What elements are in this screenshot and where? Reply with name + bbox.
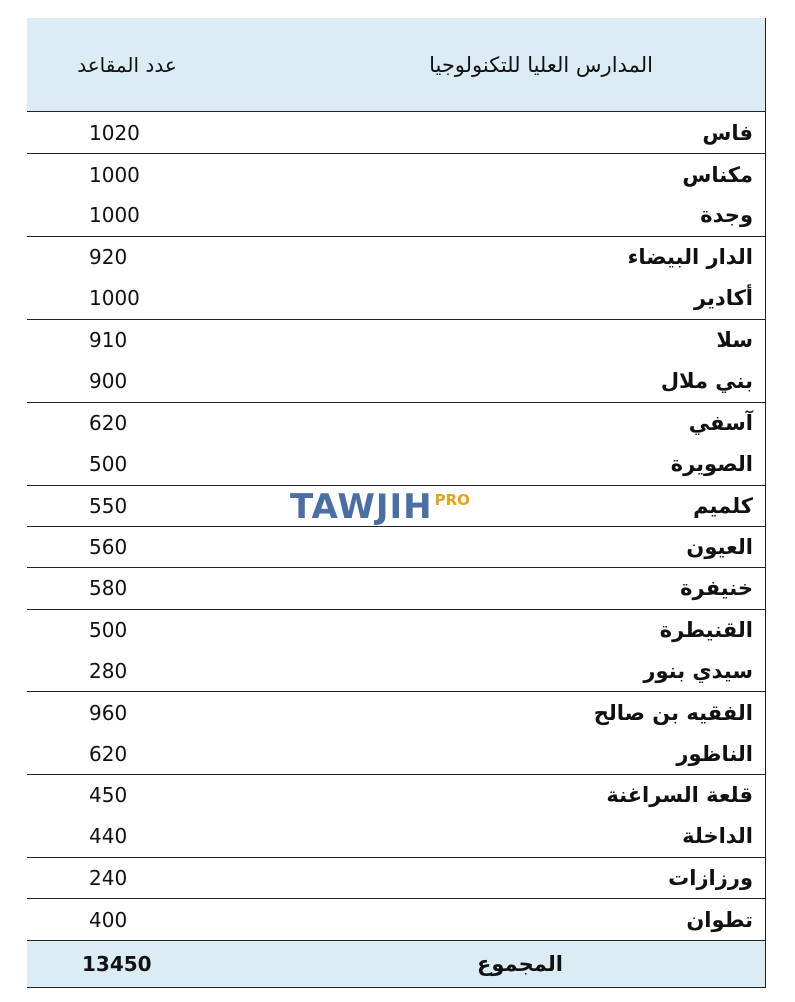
seat-count: 1020 bbox=[89, 120, 140, 145]
city-name: أكادير bbox=[693, 286, 753, 311]
city-name: قلعة السراغنة bbox=[606, 783, 753, 808]
watermark-sub-text: PRO bbox=[434, 491, 470, 509]
seat-count: 440 bbox=[89, 824, 128, 849]
table-row bbox=[27, 609, 765, 650]
city-name: مكناس bbox=[682, 162, 753, 187]
table-row bbox=[27, 443, 765, 484]
table-row bbox=[27, 733, 765, 774]
seat-count: 500 bbox=[89, 617, 128, 642]
table-row bbox=[27, 857, 765, 898]
city-name: فاس bbox=[702, 120, 753, 145]
table-row bbox=[27, 112, 765, 153]
table-row bbox=[27, 153, 765, 194]
city-name: تطوان bbox=[686, 907, 753, 932]
table-header bbox=[27, 18, 765, 112]
city-name: كلميم bbox=[693, 493, 753, 518]
table-row bbox=[27, 774, 765, 815]
total-value: 13450 bbox=[82, 951, 152, 976]
city-name: الناظور bbox=[676, 741, 753, 766]
city-name: ورزازات bbox=[668, 866, 753, 891]
seat-count: 560 bbox=[89, 535, 128, 560]
city-name: سلا bbox=[716, 328, 753, 353]
seat-count: 620 bbox=[89, 410, 128, 435]
city-name: القنيطرة bbox=[659, 617, 753, 642]
city-name: بني ملال bbox=[660, 369, 753, 394]
table-row bbox=[27, 402, 765, 443]
table-row bbox=[27, 485, 765, 526]
watermark-main-text: TAWJIH bbox=[290, 487, 433, 527]
seat-count: 900 bbox=[89, 369, 128, 394]
table-row bbox=[27, 816, 765, 857]
table-row bbox=[27, 898, 765, 939]
total-label: المجموع bbox=[477, 951, 563, 976]
table-row bbox=[27, 526, 765, 567]
header-school-label: المدارس العليا للتكنولوجيا bbox=[429, 52, 653, 77]
city-name: آسفي bbox=[688, 410, 753, 435]
table-row bbox=[27, 236, 765, 277]
city-name: الدار البيضاء bbox=[627, 245, 753, 270]
seat-count: 1000 bbox=[89, 286, 140, 311]
table-body bbox=[27, 112, 765, 940]
table-row bbox=[27, 567, 765, 608]
table-row bbox=[27, 650, 765, 691]
table-row bbox=[27, 319, 765, 360]
seat-count: 1000 bbox=[89, 203, 140, 228]
seat-count: 550 bbox=[89, 493, 128, 518]
seat-count: 910 bbox=[89, 328, 128, 353]
seats-table bbox=[27, 18, 766, 988]
seat-count: 240 bbox=[89, 866, 128, 891]
seat-count: 580 bbox=[89, 576, 128, 601]
seat-count: 620 bbox=[89, 741, 128, 766]
city-name: خنيفرة bbox=[680, 576, 753, 601]
city-name: العيون bbox=[686, 535, 753, 560]
city-name: سيدي بنور bbox=[643, 658, 753, 683]
city-name: الصويرة bbox=[670, 451, 753, 476]
city-name: الفقيه بن صالح bbox=[593, 700, 753, 725]
seat-count: 400 bbox=[89, 907, 128, 932]
header-seats-label: عدد المقاعد bbox=[77, 52, 177, 77]
seat-count: 1000 bbox=[89, 162, 140, 187]
seat-count: 500 bbox=[89, 451, 128, 476]
city-name: وجدة bbox=[700, 203, 753, 228]
total-row bbox=[27, 940, 765, 988]
table-row bbox=[27, 278, 765, 319]
seat-count: 280 bbox=[89, 658, 128, 683]
table-row bbox=[27, 360, 765, 401]
table-row bbox=[27, 691, 765, 732]
seat-count: 450 bbox=[89, 783, 128, 808]
table-row bbox=[27, 195, 765, 236]
city-name: الداخلة bbox=[682, 824, 753, 849]
seat-count: 960 bbox=[89, 700, 128, 725]
seat-count: 920 bbox=[89, 245, 128, 270]
